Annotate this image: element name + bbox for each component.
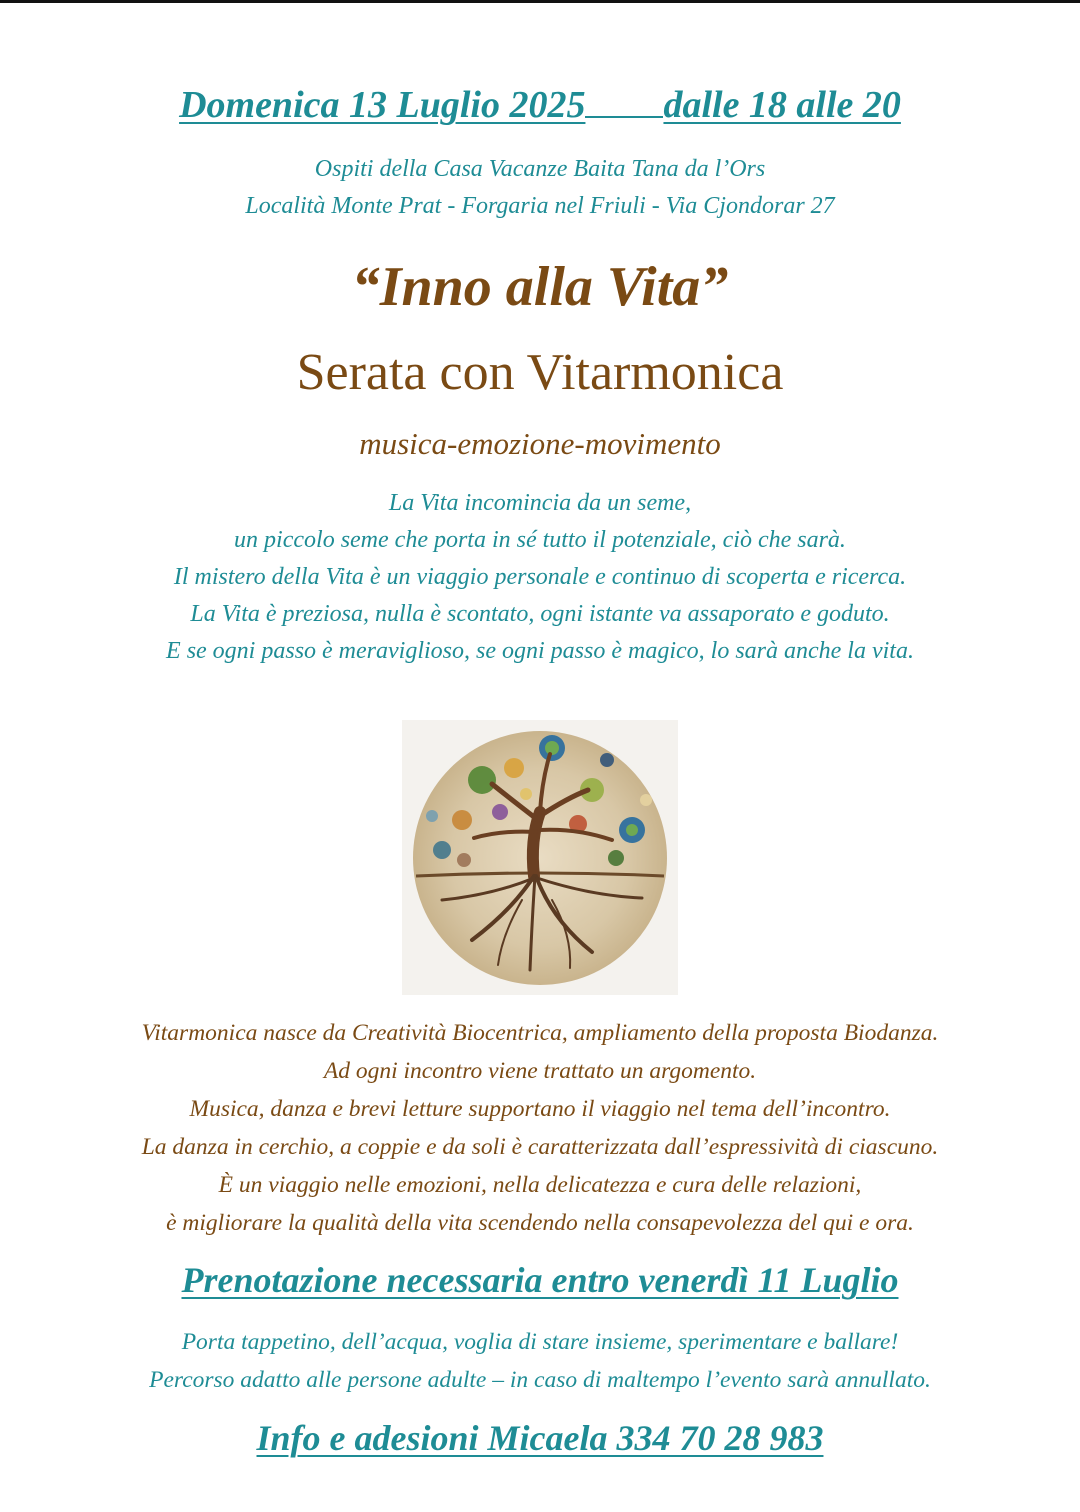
poem-block — [0, 485, 1080, 670]
description-line: Ad ogni incontro viene trattato un argomento. — [323, 1058, 757, 1084]
top-border — [0, 0, 1080, 3]
description-line: è migliorare la qualità della vita scendendo nella consapevolezza del qui e ora. — [166, 1210, 914, 1236]
note-line: Porta tappetino, dell’acqua, voglia di stare insieme, sperimentare e ballare! — [181, 1329, 899, 1355]
event-title: “Inno alla Vita” — [351, 256, 729, 318]
tree-of-life-image — [402, 720, 678, 995]
poem-line: Il mistero della Vita è un viaggio personale e continuo di scoperta e ricerca. — [173, 564, 907, 590]
event-datetime — [0, 80, 1080, 130]
location-address: Località Monte Prat - Forgaria nel Friuli - Via Cjondorar 27 — [245, 193, 835, 219]
date-separator — [585, 80, 663, 118]
description-line: È un viaggio nelle emozioni, nella delicatezza e cura delle relazioni, — [218, 1172, 862, 1198]
contact-info: Info e adesioni Micaela 334 70 28 983 — [256, 1418, 824, 1458]
booking-deadline: Prenotazione necessaria entro venerdì 11 Luglio — [181, 1260, 899, 1300]
event-tagline: musica-emozione-movimento — [359, 426, 721, 461]
location-host: Ospiti della Casa Vacanze Baita Tana da l’Ors — [314, 156, 766, 182]
poem-line: La Vita incomincia da un seme, — [388, 490, 692, 516]
tree-of-life-icon — [402, 720, 678, 995]
poem-line: E se ogni passo è meraviglioso, se ogni passo è magico, lo sarà anche la vita. — [166, 638, 914, 664]
description-line: Musica, danza e brevi letture supportano il viaggio nel tema dell’incontro. — [189, 1096, 891, 1122]
event-time: dalle 18 alle 20 — [663, 84, 901, 126]
poem-line: La Vita è preziosa, nulla è scontato, ogni istante va assaporato e goduto. — [190, 601, 890, 627]
description-line: Vitarmonica nasce da Creatività Biocentrica, ampliamento della proposta Biodanza. — [141, 1020, 939, 1046]
description-line: La danza in cerchio, a coppie e da soli è caratterizzata dall’espressività di ciascuno. — [141, 1134, 939, 1160]
poem-line: un piccolo seme che porta in sé tutto il potenziale, ciò che sarà. — [234, 527, 846, 553]
event-subtitle: Serata con Vitarmonica — [296, 344, 784, 401]
event-date: Domenica 13 Luglio 2025 — [179, 84, 586, 126]
note-line: Percorso adatto alle persone adulte – in caso di maltempo l’evento sarà annullato. — [149, 1367, 931, 1393]
description-block — [0, 1014, 1080, 1242]
notes-block — [0, 1323, 1080, 1399]
